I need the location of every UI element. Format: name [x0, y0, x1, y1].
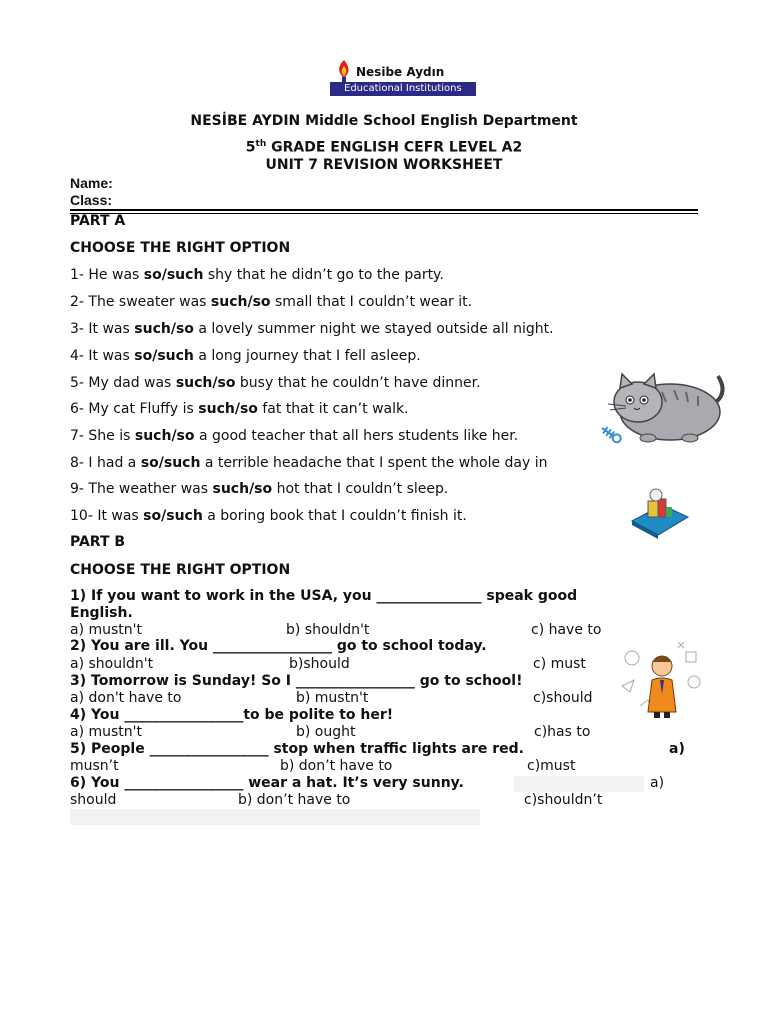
part-b-instruction: CHOOSE THE RIGHT OPTION — [70, 562, 291, 578]
question-a-2: 2- The sweater was such/so small that I couldn’t wear it. — [70, 294, 473, 310]
question-b-6-option-c: c)shouldn’t — [524, 792, 603, 808]
question-b-4-option-c: c)has to — [534, 724, 591, 740]
grade-rest: GRADE ENGLISH CEFR LEVEL A2 — [266, 139, 523, 156]
fat-cat-illustration — [598, 362, 730, 460]
divider-thin — [70, 213, 698, 214]
question-b-1-stem-cont: English. — [70, 605, 133, 621]
question-b-6-option-b: b) don’t have to — [238, 792, 351, 808]
question-b-1-stem: 1) If you want to work in the USA, you _______________ speak good — [70, 588, 578, 604]
question-b-2-option-b: b)should — [289, 656, 350, 672]
book-tablet-illustration — [628, 487, 690, 539]
question-a-8: 8- I had a so/such a terrible headache that I spent the whole day in — [70, 455, 548, 471]
name-label: Name: — [70, 175, 113, 191]
part-a-heading: PART A — [70, 213, 126, 229]
businessman-illustration — [612, 636, 712, 720]
question-b-3-option-b: b) mustn't — [296, 690, 369, 706]
school-logo — [330, 58, 478, 100]
question-b-2-option-a: a) shouldn't — [70, 656, 154, 672]
question-a-10: 10- It was so/such a boring book that I couldn’t finish it. — [70, 508, 467, 524]
question-b-4-stem: 4) You _________________to be polite to her! — [70, 707, 394, 723]
question-a-3: 3- It was such/so a lovely summer night we stayed outside all night. — [70, 321, 554, 337]
question-b-5-option-a: musn’t — [70, 758, 119, 774]
question-b-1-option-a: a) mustn't — [70, 622, 142, 638]
question-b-2-option-c: c) must — [533, 656, 586, 672]
question-b-6-stem: 6) You _________________ wear a hat. It’s very sunny. — [70, 775, 464, 791]
page-title: NESİBE AYDIN Middle School English Department — [190, 113, 578, 129]
question-b-3-option-c: c)should — [533, 690, 593, 706]
grade-suffix: th — [255, 139, 267, 149]
question-b-6-option-a-label: a) — [650, 775, 665, 791]
question-b-1-option-c: c) have to — [531, 622, 602, 638]
grade-heading — [0, 139, 768, 156]
question-b-3-option-a: a) don't have to — [70, 690, 182, 706]
class-label: Class: — [70, 192, 113, 208]
question-a-5: 5- My dad was such/so busy that he couldn’t have dinner. — [70, 375, 481, 391]
question-a-4: 4- It was so/such a long journey that I fell asleep. — [70, 348, 421, 364]
part-a-instruction: CHOOSE THE RIGHT OPTION — [70, 240, 291, 256]
logo-subtitle: Educational Institutions — [344, 83, 462, 94]
question-a-1: 1- He was so/such shy that he didn’t go to the party. — [70, 267, 444, 283]
question-a-6: 6- My cat Fluffy is such/so fat that it can’t walk. — [70, 401, 409, 417]
question-a-9: 9- The weather was such/so hot that I couldn’t sleep. — [70, 481, 449, 497]
grade-number: 5 — [245, 139, 256, 156]
divider-thick — [70, 209, 698, 211]
question-b-4-option-a: a) mustn't — [70, 724, 142, 740]
part-b-heading: PART B — [70, 534, 126, 550]
question-b-5-option-a-label: a) — [669, 741, 685, 757]
shaded-area-bottom — [70, 809, 480, 825]
question-b-3-stem: 3) Tomorrow is Sunday! So I _________________ go to school! — [70, 673, 523, 689]
question-a-7: 7- She is such/so a good teacher that all hers students like her. — [70, 428, 519, 444]
question-b-6-option-a: should — [70, 792, 117, 808]
logo-name: Nesibe Aydın — [356, 65, 445, 79]
question-b-1-option-b: b) shouldn't — [286, 622, 370, 638]
shaded-area — [514, 776, 644, 792]
worksheet-title: UNIT 7 REVISION WORKSHEET — [265, 157, 503, 173]
question-b-4-option-b: b) ought — [296, 724, 356, 740]
question-b-2-stem: 2) You are ill. You _________________ go to school today. — [70, 638, 487, 654]
question-b-5-option-b: b) don’t have to — [280, 758, 393, 774]
question-b-5-stem: 5) People _________________ stop when traffic lights are red. — [70, 741, 525, 757]
question-b-5-option-c: c)must — [527, 758, 576, 774]
